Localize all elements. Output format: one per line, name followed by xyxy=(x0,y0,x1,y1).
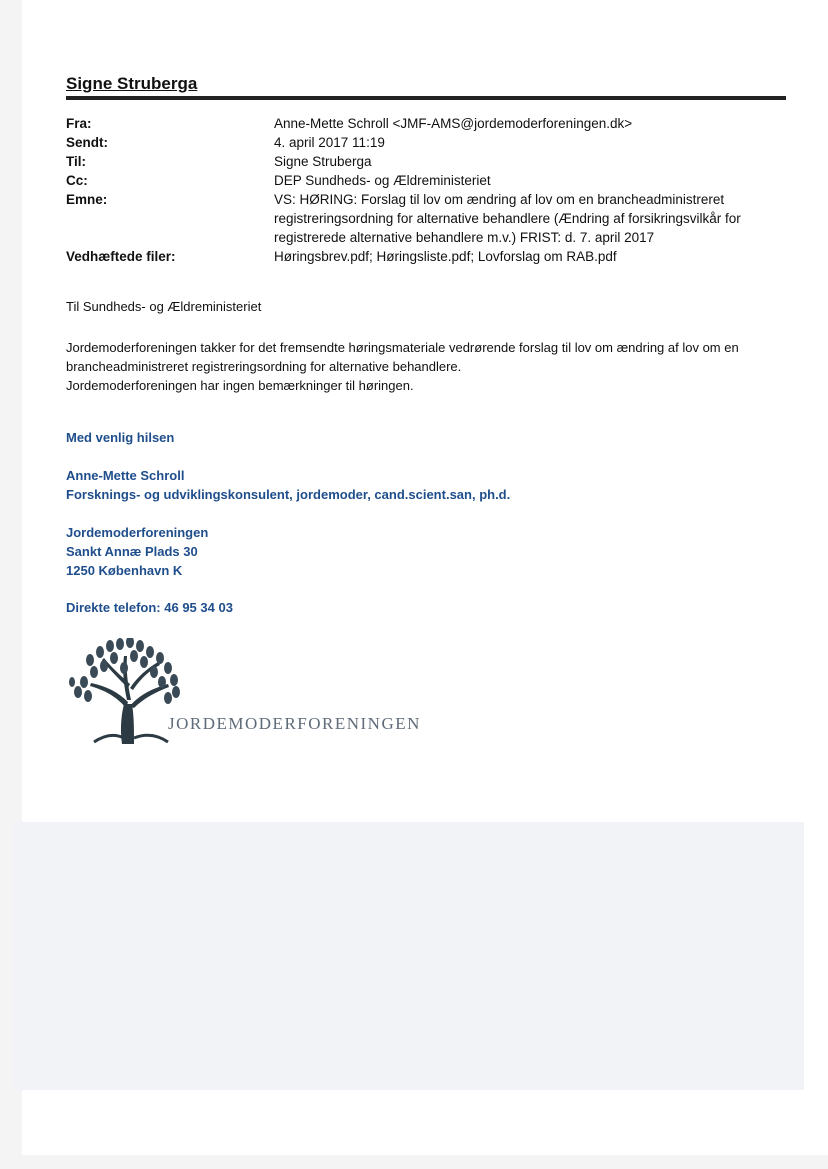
header-divider xyxy=(66,96,786,100)
org-name: Jordemoderforeningen xyxy=(66,525,209,540)
field-sent xyxy=(66,133,786,152)
sender-name: Anne-Mette Schroll xyxy=(66,468,185,483)
direct-phone: Direkte telefon: 46 95 34 03 xyxy=(66,600,233,615)
field-cc-value: DEP Sundheds- og Ældreministeriet xyxy=(274,173,491,188)
field-to-label: Til: xyxy=(66,154,86,169)
field-attachments-label: Vedhæftede filer: xyxy=(66,249,176,264)
scan-bottom-edge xyxy=(0,1155,828,1169)
field-subject xyxy=(66,190,786,247)
field-cc xyxy=(66,171,786,190)
scan-bottom-band xyxy=(14,822,804,1090)
field-from-value: Anne-Mette Schroll <JMF-AMS@jordemoderforeningen.dk> xyxy=(274,116,633,131)
address-city: 1250 København K xyxy=(66,563,183,578)
field-cc-label: Cc: xyxy=(66,173,88,188)
address-street: Sankt Annæ Plads 30 xyxy=(66,544,198,559)
field-from xyxy=(66,114,786,133)
logo-wordmark: JORDEMODERFORENINGEN xyxy=(168,714,421,733)
field-from-label: Fra: xyxy=(66,116,92,131)
sender-title: Forsknings- og udviklingskonsulent, jordemoder, cand.scient.san, ph.d. xyxy=(66,487,511,502)
email-header-fields xyxy=(66,114,786,266)
field-attachments xyxy=(66,247,786,266)
letter-greeting: Til Sundheds- og Ældreministeriet xyxy=(66,299,262,314)
field-attachments-value: Høringsbrev.pdf; Høringsliste.pdf; Lovforslag om RAB.pdf xyxy=(274,249,617,264)
field-to xyxy=(66,152,786,171)
body-paragraph-1: Jordemoderforeningen takker for det fremsendte høringsmateriale vedrørende forslag til lov om ændring af lov om en brancheadministreret registreringsordning for alternative behandlere. xyxy=(66,340,739,374)
field-subject-label: Emne: xyxy=(66,192,108,207)
field-sent-value: 4. april 2017 11:19 xyxy=(274,135,385,150)
letter-body xyxy=(66,338,782,395)
field-subject-value: VS: HØRING: Forslag til lov om ændring af lov om en brancheadministreret registreringsordning for alternative behandlere (Ændring af forsikringsvilkår for registrerede alternative behandlere m.v.) FRIST: d. 7. april 2017 xyxy=(274,192,741,245)
field-to-value: Signe Struberga xyxy=(274,154,372,169)
recipient-header-name: Signe Struberga xyxy=(66,74,198,93)
closing-line: Med venlig hilsen xyxy=(66,430,175,445)
body-paragraph-2: Jordemoderforeningen har ingen bemærkninger til høringen. xyxy=(66,378,414,393)
field-sent-label: Sendt: xyxy=(66,135,108,150)
